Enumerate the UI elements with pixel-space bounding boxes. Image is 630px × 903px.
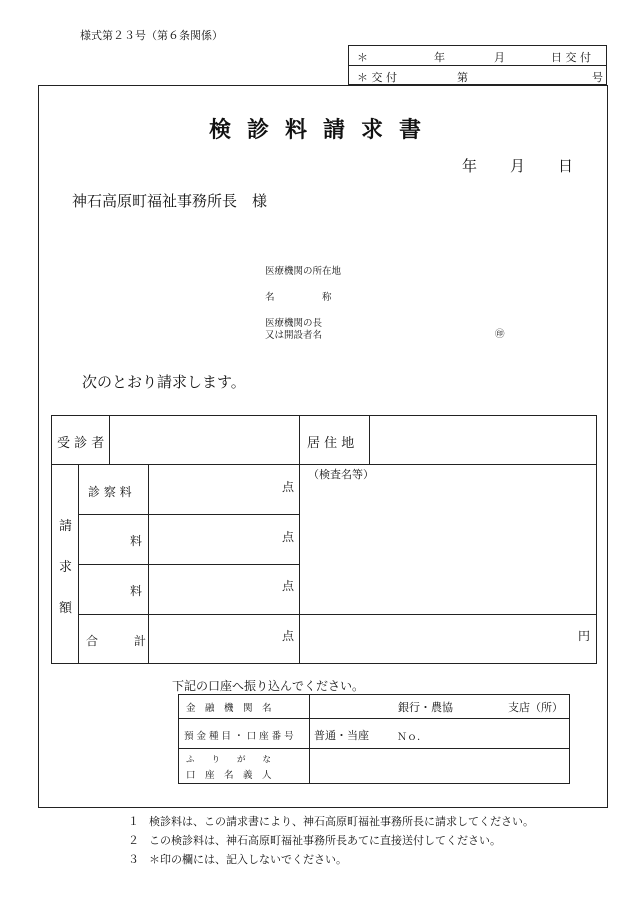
receipt-dai: 第 — [457, 71, 468, 84]
bank-table-hline — [178, 748, 570, 749]
account-type: 普通・当座 — [314, 729, 369, 742]
bank-intro: 下記の口座へ振り込んでください。 — [172, 679, 365, 693]
bank-institution-label: 金 融 機 関 名 — [186, 703, 272, 714]
total-unit: 点 — [282, 629, 295, 643]
receipt-day-issued: 日 交 付 — [551, 51, 591, 64]
claim-table-vline — [299, 415, 300, 664]
claim-label-2: 求 — [59, 560, 73, 575]
institution-head-label-2: 又は開設者名 — [265, 330, 323, 341]
row-label-exam-fee: 診 察 料 — [88, 485, 132, 499]
note-text: ＊印の欄には、記入しないでください。 — [149, 853, 347, 866]
patient-label: 受 診 者 — [57, 436, 105, 451]
claim-label-3: 額 — [59, 601, 73, 616]
form-number: 様式第２３号（第６条関係） — [80, 29, 223, 42]
receipt-go: 号 — [592, 71, 603, 84]
exam-name-label: （検査名等） — [308, 468, 374, 481]
institution-address-label: 医療機関の所在地 — [265, 266, 342, 277]
institution-name-label: 名 称 — [265, 292, 332, 303]
receipt-box — [348, 45, 607, 85]
note-number: ３ — [128, 853, 139, 866]
account-label: 預 金 種 目 ・ 口 座 番 号 — [184, 731, 294, 742]
seal-icon: ㊞ — [495, 329, 505, 340]
receipt-year: 年 — [434, 51, 445, 64]
row-unit-2: 点 — [282, 530, 295, 544]
claim-table-hline — [51, 464, 597, 465]
claim-table-hline — [78, 514, 299, 515]
claim-table-hline — [78, 614, 597, 615]
bank-table-hline — [178, 718, 570, 719]
claim-table-vline — [109, 415, 110, 464]
row-label-2: 料 — [130, 534, 143, 548]
date-year: 年 — [462, 157, 478, 175]
receipt-month: 月 — [494, 51, 505, 64]
claim-label-1: 請 — [59, 519, 73, 534]
date-month: 月 — [510, 157, 526, 175]
bank-table-vline — [309, 694, 310, 784]
date-day: 日 — [558, 157, 574, 175]
institution-head-label-1: 医療機関の長 — [265, 318, 323, 329]
note-number: ２ — [128, 834, 139, 847]
account-number-label: Ｎｏ. — [397, 732, 421, 743]
row-label-3: 料 — [130, 584, 143, 598]
receipt-issue-label: ＊ 交 付 — [357, 71, 397, 84]
residence-label: 居 住 地 — [307, 436, 355, 451]
note-number: １ — [128, 815, 139, 828]
row-unit-1: 点 — [282, 480, 295, 494]
bank-type: 銀行・農協 — [398, 701, 453, 714]
claim-table-hline — [78, 564, 299, 565]
note-text: 検診料は、この請求書により、神石高原町福祉事務所長に請求してください。 — [149, 815, 534, 828]
page-title: 検診料請求書 — [208, 117, 437, 143]
yen-unit: 円 — [578, 629, 591, 643]
request-text: 次のとおり請求します。 — [82, 373, 246, 391]
branch-type: 支店（所） — [508, 701, 563, 714]
claim-table-vline — [369, 415, 370, 464]
row-unit-3: 点 — [282, 579, 295, 593]
addressee: 神石高原町福祉事務所長 様 — [72, 192, 268, 210]
furigana-label: ふ り が な — [186, 755, 272, 765]
total-label: 合 計 — [86, 634, 147, 648]
receipt-mark: ＊ — [357, 51, 368, 64]
note-text: この検診料は、神石高原町福祉事務所長あてに直接送付してください。 — [149, 834, 501, 847]
holder-label: 口 座 名 義 人 — [186, 770, 272, 781]
